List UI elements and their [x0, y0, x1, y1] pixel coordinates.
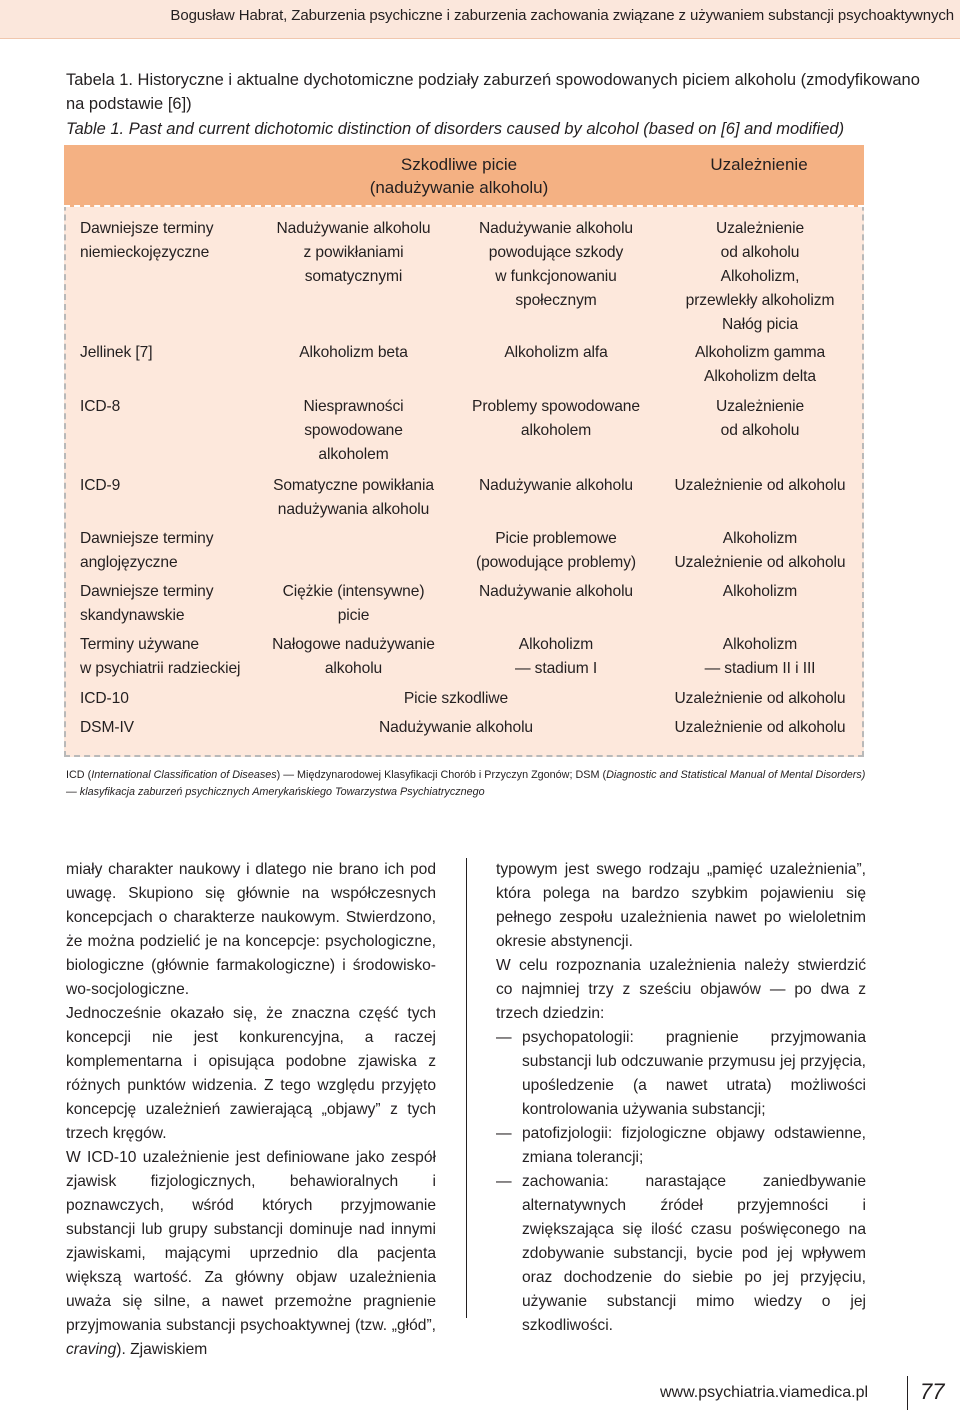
body-column-right	[496, 858, 866, 1338]
footnote-dsm-rest: ) — klasyfikacja zaburzeń psychicznych Amerykańskiego Towarzystwa Psychiatrycznego	[66, 769, 866, 798]
cell-line: od alkoholu	[720, 244, 800, 261]
cell-line: Dawniejsze terminy	[80, 530, 214, 547]
cell-line: Nałogowe nadużywanie	[272, 636, 435, 653]
cell-line: alkoholem	[520, 422, 592, 439]
cell-line: powodujące szkody	[488, 244, 624, 261]
body-paragraph-end: ). Zjawiskiem	[116, 1341, 208, 1358]
cell-line: skandynawskie	[80, 607, 185, 624]
symptom-domain-list	[496, 1026, 866, 1338]
header-harmful-line1: Szkodliwe picie	[400, 155, 518, 174]
cell-line: w funkcjonowaniu	[495, 268, 617, 285]
cell-line: Uzależnienie od alkoholu	[674, 554, 846, 571]
footnote-icd-abbr: ICD (	[66, 769, 92, 781]
row-label	[80, 217, 270, 265]
body-paragraph	[66, 1146, 436, 1362]
row-label	[80, 341, 270, 365]
cell-line: Alkoholizm	[518, 636, 594, 653]
cell-line: ICD-10	[80, 690, 129, 707]
cell-harmful-use	[456, 474, 656, 498]
cell-line: Somatyczne powikłania	[273, 477, 434, 494]
footer-divider	[907, 1376, 908, 1410]
cell-historic-harm	[256, 633, 451, 681]
cell-line: Nadużywanie alkoholu	[478, 220, 634, 237]
cell-line: Alkoholizm	[722, 636, 798, 653]
body-paragraph: W celu rozpoznania uzależnienia należy stwierdzić co najmniej trzy z sześciu objawów — po dwa z trzech dziedzin:	[496, 957, 866, 1022]
cell-line: Alkoholizm beta	[299, 344, 408, 361]
cell-line: Uzależnienie	[715, 220, 805, 237]
header-dependence: Uzależnienie	[710, 155, 808, 174]
cell-line: Picie szkodliwe	[403, 690, 509, 707]
body-paragraph: miały charakter naukowy i dlatego nie brano ich pod uwagę. Skupiono się głównie na współczesnych koncepcjach o charakterze naukowym. Stwierdzono, że można podzielić je na koncepcje: psychologiczne, biologiczne (głównie farmakologiczne) i środowisko-wo-socjologiczne.	[66, 861, 436, 998]
cell-line: Uzależnienie od alkoholu	[674, 690, 846, 707]
body-paragraph-text: W ICD-10 uzależnienie jest definiowane jako zespół zjawisk fizjologicznych, behawioralnych i poznawczych, wśród których przyjmowanie substancji lub grupy substancji dominuje nad innymi zjawiskami, mającymi uprzednio dla pacjenta większą wartość. Za główny objaw uzależnienia uważa się silne, a nawet przemożne pragnienie przyjmowania substancji psychoaktywnej (tzw. „głód”,	[66, 1149, 436, 1334]
page-number: 77	[920, 1379, 945, 1404]
column-divider	[466, 858, 467, 1318]
row-label	[80, 527, 270, 575]
cell-line: w psychiatrii radzieckiej	[80, 660, 241, 677]
cell-line: Dawniejsze terminy	[80, 583, 214, 600]
list-item: — patofizjologii: fizjologiczne objawy odstawienne, zmiana tolerancji;	[496, 1122, 866, 1170]
cell-line: alkoholu	[324, 660, 383, 677]
cell-harmful-merged	[256, 716, 656, 740]
body-paragraph: Jednocześnie okazało się, że znaczna część tych koncepcji nie jest konkurencyjna, a raczej komplementarna i opisująca podobne zjawiska z różnych punktów widzenia. Z tego względu przyjęto koncepcję uzależnień zawierającą „objawy” z tych trzech kręgów.	[66, 1005, 436, 1142]
row-label	[80, 395, 270, 419]
table-caption-en: Table 1. Past and current dichotomic distinction of disorders caused by alcohol (based on [6] and modified)	[66, 120, 845, 138]
row-label	[80, 716, 270, 740]
running-header-band	[0, 0, 960, 39]
body-column-left	[66, 858, 436, 1362]
table-header	[64, 145, 864, 207]
cell-harmful-use	[456, 217, 656, 313]
cell-dependence	[656, 395, 864, 443]
row-label	[80, 687, 270, 711]
cell-line: Uzależnienie od alkoholu	[674, 477, 846, 494]
cell-harmful-use	[456, 633, 656, 681]
cell-historic-harm	[256, 395, 451, 467]
footnote-icd-expansion: International Classification of Diseases	[91, 769, 277, 781]
cell-line: alkoholem	[318, 446, 389, 463]
cell-harmful-use	[456, 341, 656, 365]
cell-dependence	[656, 633, 864, 681]
cell-line: Uzależnienie	[715, 398, 805, 415]
cell-line: Alkoholizm gamma	[694, 344, 826, 361]
cell-historic-harm	[256, 474, 451, 522]
classification-table	[64, 145, 864, 757]
cell-line: Terminy używane	[80, 636, 199, 653]
cell-line: ICD-9	[80, 477, 121, 494]
cell-dependence	[656, 217, 864, 337]
cell-dependence	[656, 474, 864, 498]
cell-line: niemieckojęzyczne	[80, 244, 210, 261]
cell-line: picie	[337, 607, 370, 624]
running-header: Bogusław Habrat, Zaburzenia psychiczne i zaburzenia zachowania związane z używaniem substancji psychoaktywnych	[170, 7, 954, 24]
cell-line: od alkoholu	[720, 422, 800, 439]
cell-line: Alkoholizm alfa	[504, 344, 608, 361]
cell-line: społecznym	[515, 292, 597, 309]
cell-line: somatycznymi	[304, 268, 403, 285]
cell-harmful-merged	[256, 687, 656, 711]
cell-line: Alkoholizm	[722, 530, 798, 547]
cell-line: Picie problemowe	[495, 530, 617, 547]
list-item: — psychopatologii: pragnienie przyjmowania substancji lub odczuwanie przymusu jej przyjęcia, upośledzenie (a nawet utrata) możliwości kontrolowania używania substancji;	[496, 1026, 866, 1122]
header-harmful-line2: (nadużywanie alkoholu)	[369, 178, 549, 197]
cell-line: Ciężkie (intensywne)	[282, 583, 425, 600]
cell-line: Alkoholizm	[722, 583, 798, 600]
list-item: — zachowania: narastające zaniedbywanie alternatywnych źródeł przyjemności i zwiększająca się ilość czasu poświęconego na zdobywanie substancji, bycie pod jej wpływem oraz dochodzenie do siebie po jej przyjęciu, używanie substancji mimo wiedzy o jej szkodliwości.	[496, 1170, 866, 1338]
cell-harmful-use	[456, 580, 656, 604]
body-paragraph: typowym jest swego rodzaju „pamięć uzależnienia”, która polega na bardzo szybkim pojawieniu się pełnego zespołu uzależnienia nawet po wieloletnim okresie abstynencji.	[496, 861, 866, 950]
cell-line: anglojęzyczne	[80, 554, 178, 571]
cell-harmful-use	[456, 395, 656, 443]
cell-line: Alkoholizm delta	[704, 368, 816, 385]
header-harmful-use	[344, 153, 574, 199]
cell-line: Alkoholizm,	[720, 268, 800, 285]
cell-line: Jellinek [7]	[80, 344, 153, 361]
cell-historic-harm	[256, 580, 451, 628]
cell-line: Nadużywanie alkoholu	[378, 719, 534, 736]
cell-line: (powodujące problemy)	[476, 554, 636, 571]
cell-harmful-use	[456, 527, 656, 575]
footnote-dsm-expansion: Diagnostic and Statistical Manual of Mental Disorders	[606, 769, 862, 781]
cell-line: ICD-8	[80, 398, 121, 415]
cell-dependence	[656, 527, 864, 575]
cell-historic-harm	[256, 341, 451, 365]
cell-line: spowodowane	[304, 422, 403, 439]
cell-line: — stadium II i III	[704, 660, 816, 677]
cell-line: Dawniejsze terminy	[80, 220, 214, 237]
journal-url[interactable]: www.psychiatria.viamedica.pl	[660, 1384, 869, 1401]
cell-line: Niesprawności	[303, 398, 404, 415]
cell-historic-harm	[256, 217, 451, 289]
cell-line: Nadużywanie alkoholu	[276, 220, 431, 237]
cell-dependence	[656, 716, 864, 740]
cell-line: przewlekły alkoholizm	[685, 292, 835, 309]
cell-line: Uzależnienie od alkoholu	[674, 719, 846, 736]
row-label	[80, 580, 270, 628]
craving-term: craving	[66, 1341, 117, 1358]
table-caption-pl: Tabela 1. Historyczne i aktualne dychotomiczne podziały zaburzeń spowodowanych piciem alkoholu (zmodyfikowano na podstawie [6])	[66, 71, 920, 113]
cell-line: DSM-IV	[80, 719, 134, 736]
row-label	[80, 633, 270, 681]
cell-line: Nałóg picia	[721, 316, 799, 333]
cell-line: Nadużywanie alkoholu	[478, 583, 634, 600]
cell-line: Nadużywanie alkoholu	[478, 477, 634, 494]
cell-line: nadużywania alkoholu	[277, 501, 430, 518]
table-footnote	[66, 767, 866, 801]
cell-dependence	[656, 341, 864, 389]
row-label	[80, 474, 270, 498]
cell-line: — stadium I	[514, 660, 598, 677]
cell-line: z powikłaniami	[303, 244, 404, 261]
cell-dependence	[656, 580, 864, 604]
cell-dependence	[656, 687, 864, 711]
cell-line: Problemy spowodowane	[472, 398, 640, 415]
footnote-icd-rest: ) — Międzynarodowej Klasyfikacji Chorób i Przyczyn Zgonów; DSM (	[276, 769, 607, 781]
